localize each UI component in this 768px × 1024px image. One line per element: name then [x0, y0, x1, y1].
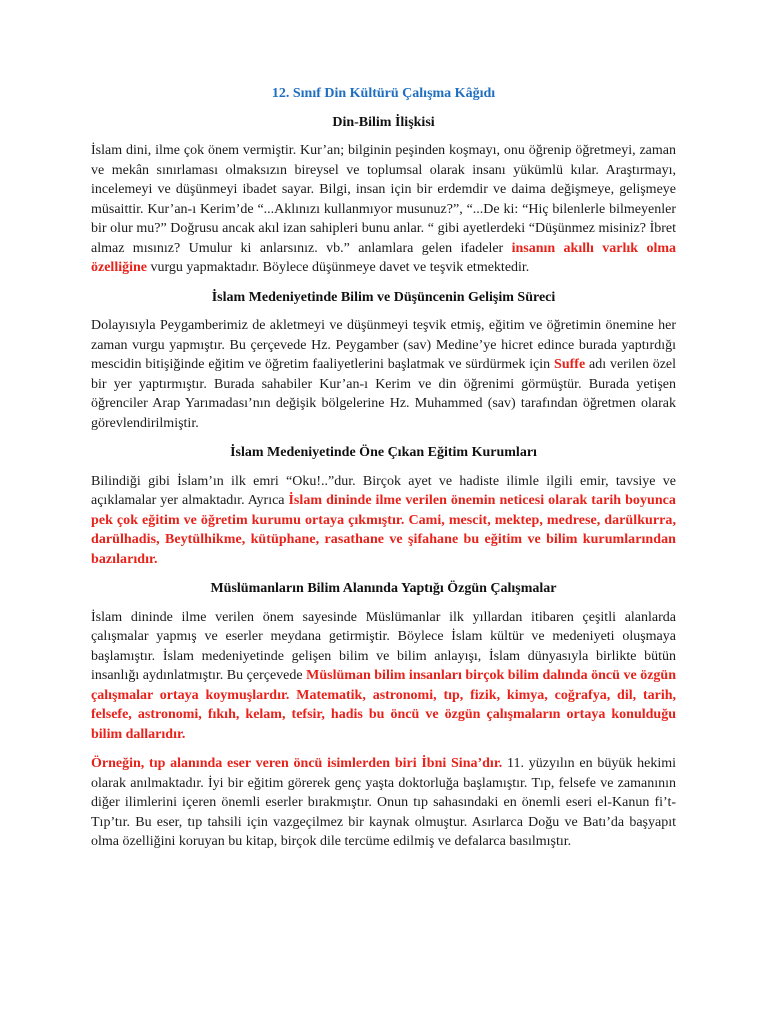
section-paragraph	[91, 754, 676, 852]
paragraph-text: Bilindiği gibi İslam’ın ilk emri “Oku!..”dur. Birçok ayet ve hadiste ilimle ilgili emir, tavsiye ve açıklamalar yer almaktadır. Ayrıca	[91, 473, 676, 508]
highlighted-phrase: insanın akıllı varlık olma özelliğine	[91, 240, 676, 275]
paragraph-text: Dolayısıyla Peygamberimiz de akletmeyi ve düşünmeyi teşvik etmiş, eğitim ve öğretimin önemine her zaman vurgu yapmıştır. Bu çerçevede Hz. Peygamber (sav) Medine’ye hicret edince burada yaptırdığı mescidin bitişiğinde eğitim ve öğretim faaliyetlerini başlatmak ve sürdürmek için	[91, 318, 676, 372]
section-heading-ozgun-calismalar: Müslümanların Bilim Alanında Yaptığı Özgün Çalışmalar	[210, 581, 557, 596]
paragraph-text: adı verilen özel bir yer yaptırmıştır. Burada sahabiler Kur’an-ı Kerim ve din öğrenimi görmüştür. Burada yetişen öğrenciler Arap Yarımadası’nın değişik bölgelerine Hz. Muhammed (sav) tarafından öğretmen olarak görevlendirilmiştir.	[91, 357, 677, 431]
section-paragraph	[91, 608, 676, 745]
highlighted-phrase: Örneğin, tıp alanında eser veren öncü isimlerden biri İbni Sina’dır.	[91, 756, 503, 771]
highlighted-phrase: Müslüman bilim insanları birçok bilim dalında öncü ve özgün çalışmalar ortaya koymuşlardır. Matematik, astronomi, tıp, fizik, kimya, coğrafya, dil, tarih, felsefe, astronomi, fıkıh, kelam, tefsir, hadis bu öncü ve özgün çalışmaların ortaya konulduğu bilim dallarıdır.	[91, 668, 676, 742]
paragraph-text: 11. yüzyılın en büyük hekimi olarak anılmaktadır. İyi bir eğitim görerek genç yaşta doktorluğa başlamıştır. Tıp, felsefe ve zamanının diğer ilimlerini içeren önemli eserler bırakmıştır. Onun tıp sahasındaki en önemli eseri el-Kanun fi’t-Tıp’tır. Bu eser, tıp tahsili için vazgeçilmez bir kaynak olmuştur. Asırlarca Doğu ve Batı’da başyapıt olma özelliğini koruyan bu kitap, birçok dile tercüme edilmiş ve defalarca basılmıştır.	[91, 756, 676, 849]
document-title: 12. Sınıf Din Kültürü Çalışma Kâğıdı	[271, 86, 496, 101]
section-heading-din-bilim: Din-Bilim İlişkisi	[332, 114, 435, 130]
paragraph-text: İslam dininde ilme verilen önem sayesinde Müslümanlar ilk yıllardan itibaren çeşitli alanlarda çalışmalar yapmış ve eserler meydana getirmiştir. Böylece İslam kültür ve medeniyeti oluşmaya başlamıştır. İslam medeniyetinde gelişen bilim ve bilim anlayışı, İslam dünyasıyla birlikte bütün insanlığı aydınlatmıştır. Bu çerçevede	[91, 609, 676, 683]
highlighted-phrase: Suffe	[554, 357, 586, 372]
section-paragraph	[91, 472, 676, 570]
highlighted-phrase: İslam dininde ilme verilen önemin neticesi olarak tarih boyunca pek çok eğitim ve öğretim kurumu ortaya çıkmıştır. Cami, mescit, mektep, medrese, darülkurra, darülhadis, Beytülhikme, kütüphane, rasathane ve şifahane bu eğitim ve bilim kurumlarından bazılarıdır.	[91, 493, 676, 567]
paragraph-text: İslam dini, ilme çok önem vermiştir. Kur’an; bilginin peşinden koşmayı, onu öğrenip öğretmeyi, zaman ve mekân sınırlaması olmaksızın bireysel ve toplumsal olarak insanı yükümlü kılar. Araştırmayı, incelemeyi ve düşünmeyi ibadet sayar. Bilgi, insan için bir erdemdir ve daima değişmeye, gelişmeye müsaittir. Kur’an-ı Kerim’de “...Aklınızı kullanmıyor musunuz?”, “...De ki: “Hiç bilenlerle bilmeyenler bir olur mu?” Doğrusu ancak akıl izan sahipleri bunu anlar. “ gibi ayetlerdeki “Düşünmez misiniz? İbret almaz mısınız? Umulur ki anlarsınız. vb.” anlamlara gelen ifadeler	[91, 143, 676, 256]
section-paragraph	[91, 316, 676, 433]
section-heading-egitim-kurumlari: İslam Medeniyetinde Öne Çıkan Eğitim Kurumları	[230, 445, 537, 460]
worksheet-page	[91, 84, 676, 862]
section-heading-gelisim-sureci: İslam Medeniyetinde Bilim ve Düşüncenin Gelişim Süreci	[211, 289, 556, 305]
section-paragraph	[91, 141, 676, 278]
paragraph-text: vurgu yapmaktadır. Böylece düşünmeye davet ve teşvik etmektedir.	[147, 260, 530, 275]
